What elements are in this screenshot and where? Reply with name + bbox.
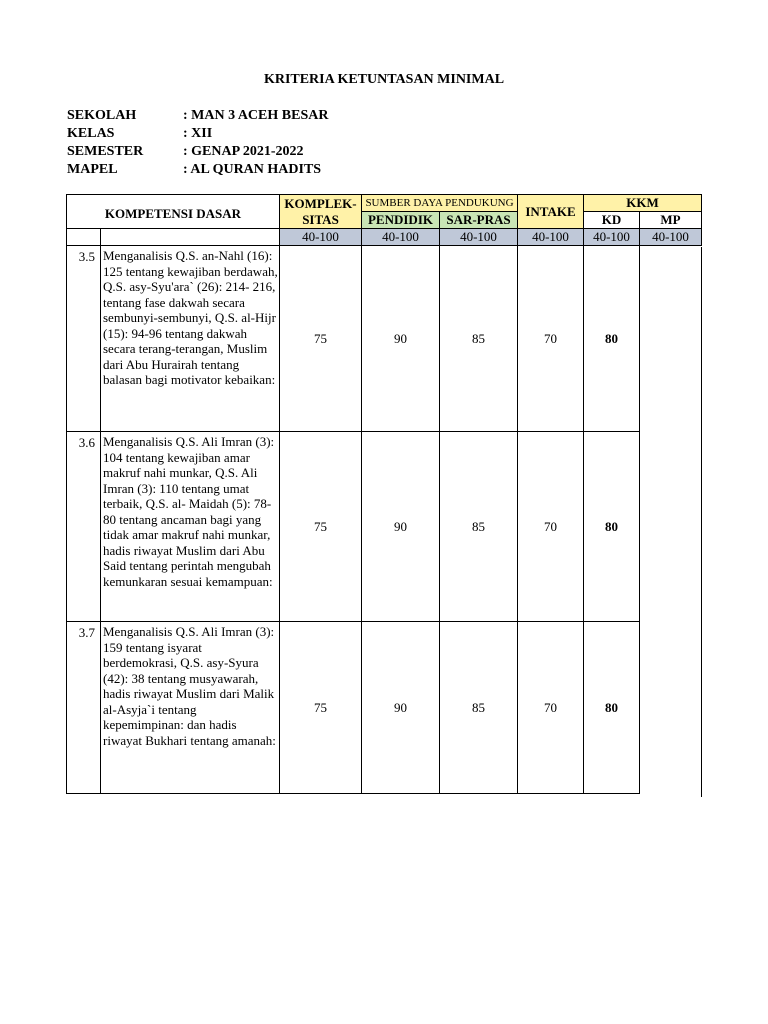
header-kompetensi-dasar: KOMPETENSI DASAR [67, 195, 280, 229]
table-right-border [701, 247, 702, 797]
value-pendidik: 90 [362, 246, 440, 432]
value-kompleksitas: 75 [280, 622, 362, 794]
range-intake: 40-100 [518, 229, 584, 246]
value-sarpras: 85 [440, 622, 518, 794]
meta-value: : GENAP 2021-2022 [183, 144, 304, 159]
meta-label: SEMESTER [67, 144, 144, 159]
kd-number: 3.5 [67, 246, 101, 432]
meta-label: SEKOLAH [67, 108, 137, 123]
header-sumber-daya: SUMBER DAYA PENDUKUNG [362, 195, 518, 212]
range-kd: 40-100 [584, 229, 640, 246]
header-kompleksitas-line1: KOMPLEK- [284, 195, 357, 211]
value-pendidik: 90 [362, 622, 440, 794]
value-sarpras: 85 [440, 432, 518, 622]
header-kd: KD [584, 212, 640, 229]
value-kd: 80 [584, 246, 640, 432]
range-sarpras: 40-100 [440, 229, 518, 246]
header-pendidik: PENDIDIK [362, 212, 440, 229]
value-intake: 70 [518, 246, 584, 432]
kd-description: Menganalisis Q.S. Ali Imran (3): 104 tentang kewajiban amar makruf nahi munkar, Q.S. Ali Imran (3): 110 tentang umat terbaik, Q.S. al- Maidah (5): 78-80 tentang ancaman bagi yang tidak amar makruf nahi munkar, hadis riwayat Muslim dari Abu Said tentang perintah mengubah kemunkaran sesuai kemampuan: [101, 432, 280, 622]
meta-value: : XII [183, 126, 213, 141]
meta-value: : MAN 3 ACEH BESAR [183, 108, 329, 123]
meta-label: KELAS [67, 126, 115, 141]
range-blank [67, 229, 101, 246]
range-blank [101, 229, 280, 246]
meta-row-semester [67, 143, 328, 161]
table-row [67, 622, 702, 794]
value-intake: 70 [518, 432, 584, 622]
kd-description: Menganalisis Q.S. Ali Imran (3): 159 tentang isyarat berdemokrasi, Q.S. asy-Syura (42): 38 tentang musyawarah, hadis riwayat Muslim dari Malik al-Asyja`i tentang kepemimpinan: dan hadis riwayat Bukhari tentang amanah: [101, 622, 280, 794]
value-kompleksitas: 75 [280, 432, 362, 622]
value-kompleksitas: 75 [280, 246, 362, 432]
meta-row-mapel [67, 161, 328, 179]
identity-block [67, 107, 328, 179]
value-sarpras: 85 [440, 246, 518, 432]
header-intake: INTAKE [518, 195, 584, 229]
header-kompleksitas-line2: SITAS [302, 211, 339, 227]
value-pendidik: 90 [362, 432, 440, 622]
meta-row-kelas [67, 125, 328, 143]
header-sarpras: SAR-PRAS [440, 212, 518, 229]
value-kd: 80 [584, 432, 640, 622]
kd-number: 3.7 [67, 622, 101, 794]
kkm-table [66, 194, 702, 794]
range-kompleksitas: 40-100 [280, 229, 362, 246]
kd-number: 3.6 [67, 432, 101, 622]
document-title: KRITERIA KETUNTASAN MINIMAL [263, 72, 505, 87]
value-intake: 70 [518, 622, 584, 794]
meta-label: MAPEL [67, 162, 118, 177]
value-mp [640, 246, 702, 794]
table-row [67, 246, 702, 432]
value-kd: 80 [584, 622, 640, 794]
header-kompleksitas [280, 195, 362, 229]
meta-row-sekolah [67, 107, 328, 125]
range-mp: 40-100 [640, 229, 702, 246]
kd-description: Menganalisis Q.S. an-Nahl (16): 125 tentang kewajiban berdawah, Q.S. asy-Syu'ara` (26): 214- 216, tentang fase dakwah secara sembunyi-sembunyi, Q.S. al-Hijr (15): 94-96 tentang dakwah secara terang-terangan, Muslim dari Abu Hurairah tentang balasan bagi motivator kebaikan: [101, 246, 280, 432]
header-mp: MP [640, 212, 702, 229]
table-row [67, 432, 702, 622]
meta-value: : AL QURAN HADITS [183, 162, 322, 177]
range-pendidik: 40-100 [362, 229, 440, 246]
header-kkm: KKM [584, 195, 702, 212]
